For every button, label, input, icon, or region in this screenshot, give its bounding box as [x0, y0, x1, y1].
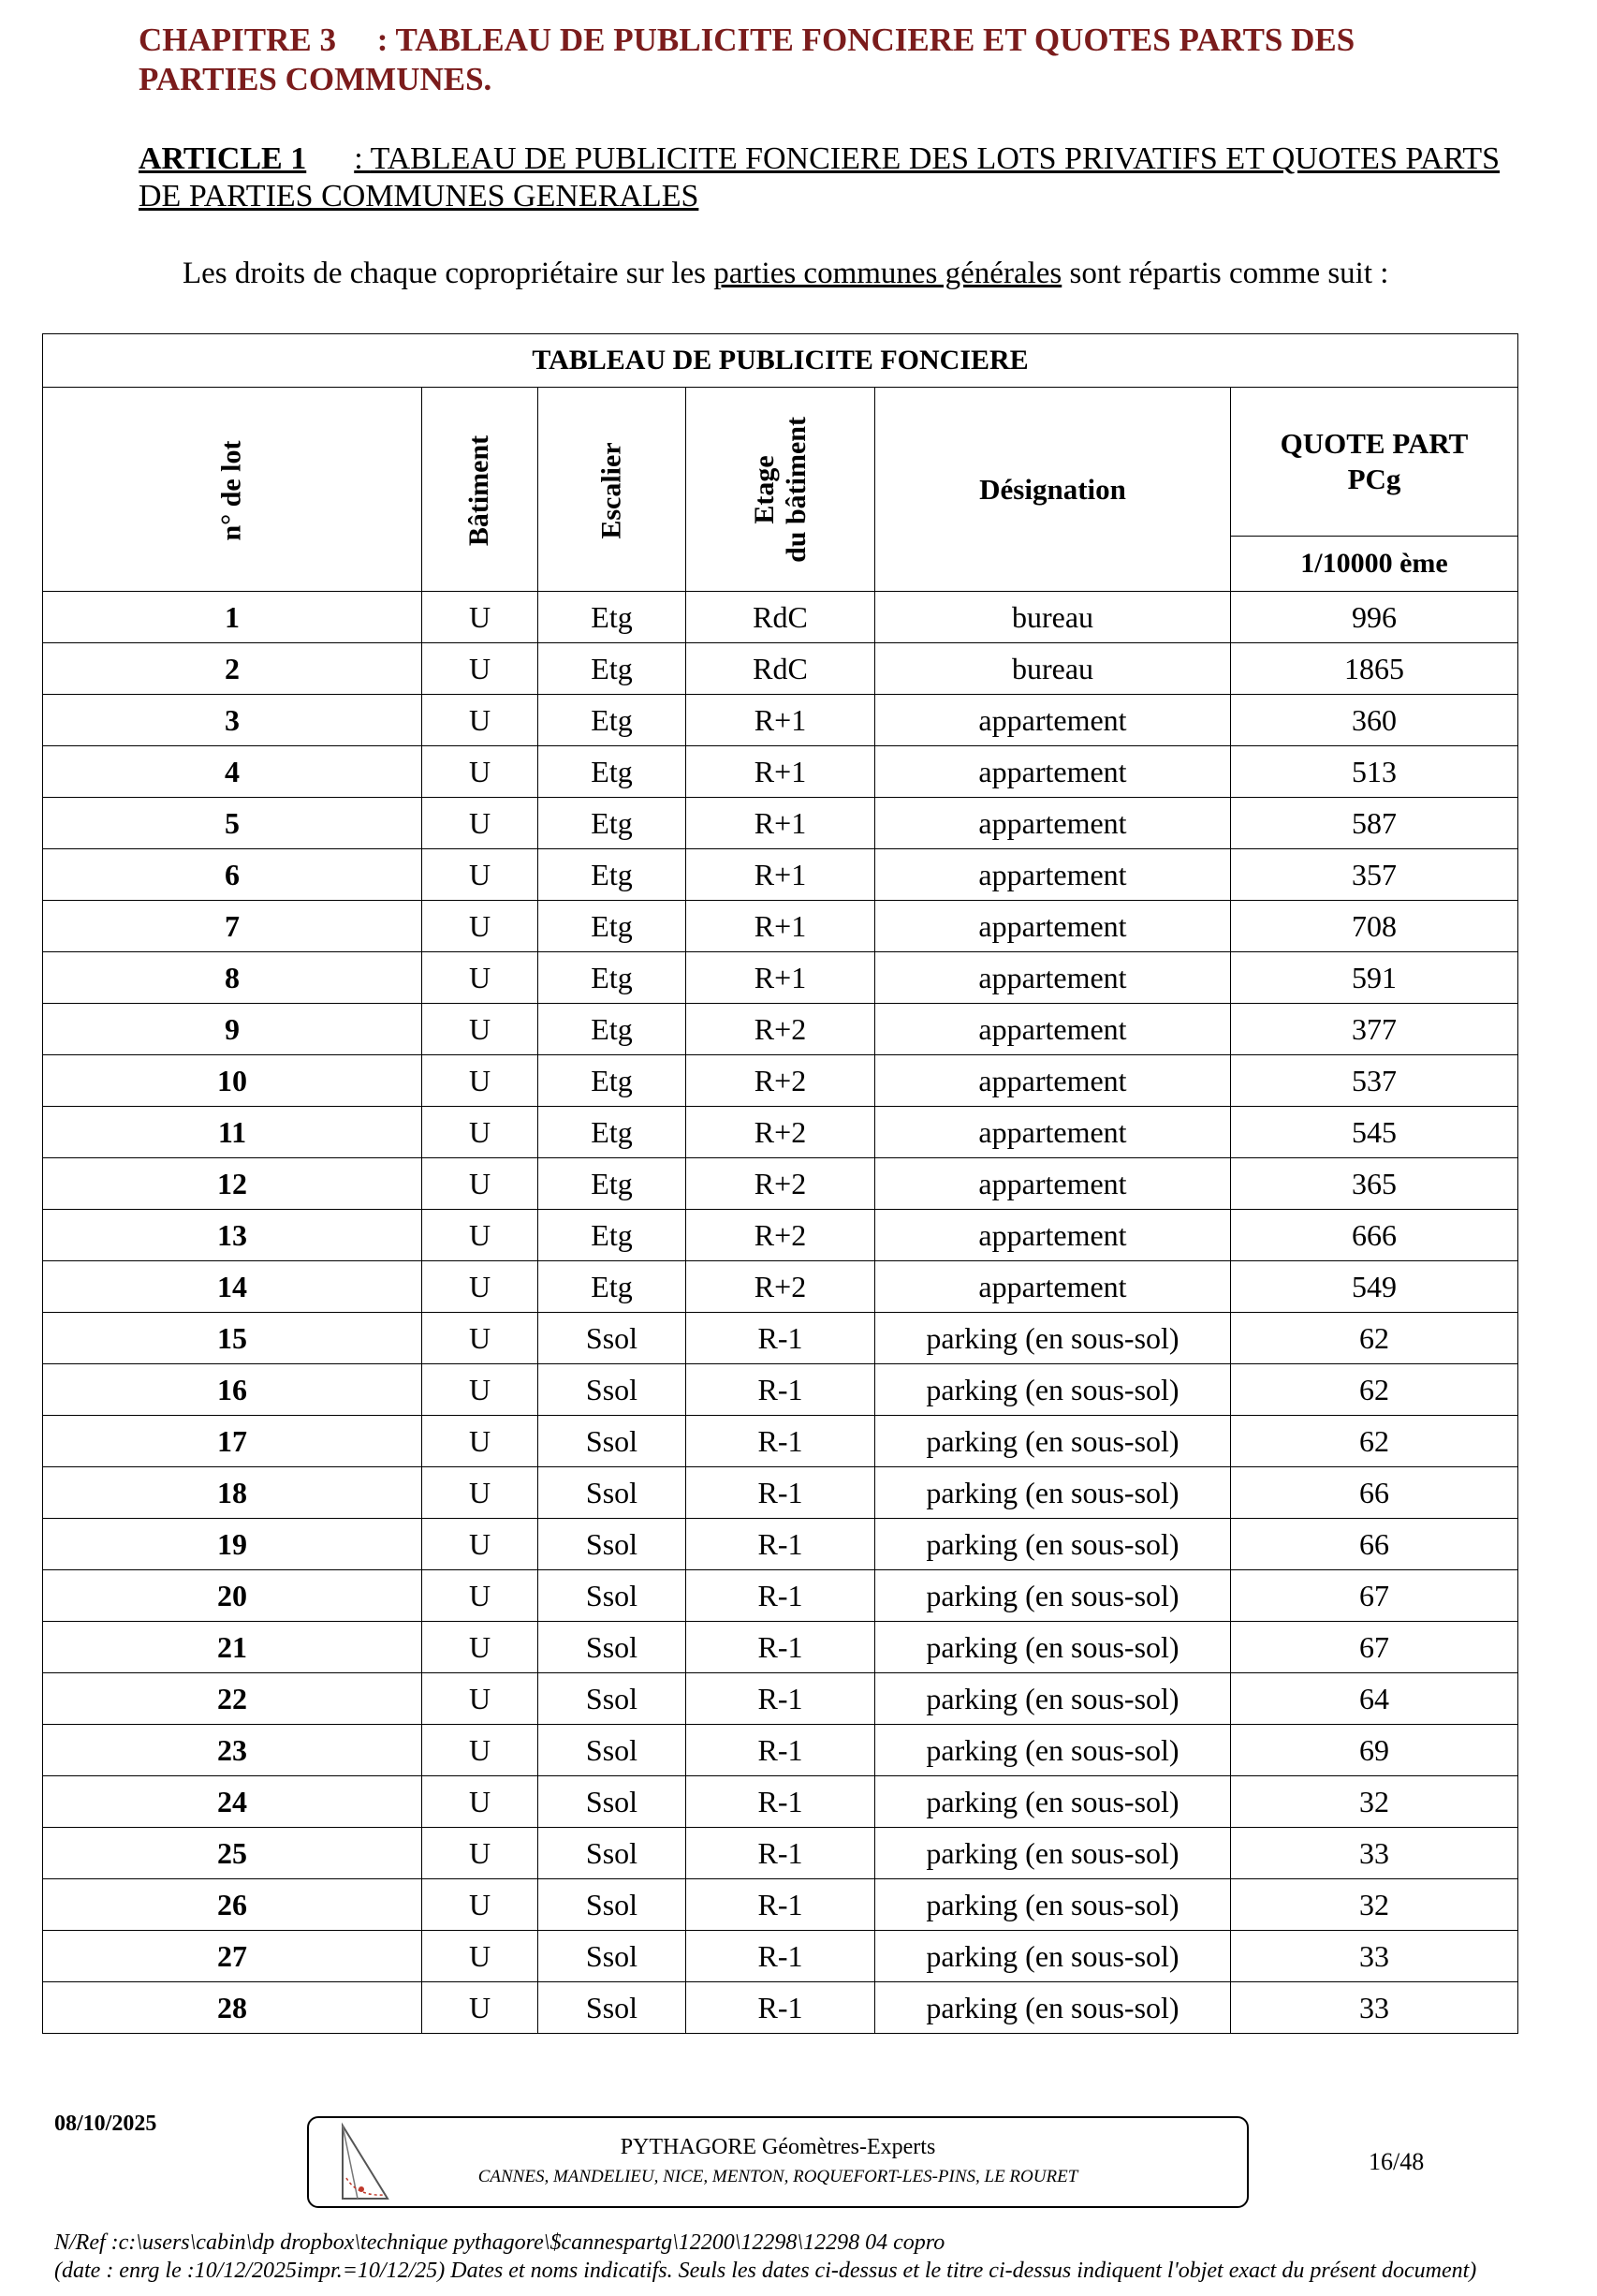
- cell-designation: parking (en sous-sol): [875, 1828, 1231, 1879]
- cell-lot: 18: [43, 1467, 422, 1519]
- cell-batiment: U: [422, 1004, 538, 1055]
- cell-lot: 20: [43, 1570, 422, 1622]
- header-escalier-text: Escalier: [595, 442, 627, 539]
- cell-quote-part: 62: [1231, 1364, 1518, 1416]
- table-row: [43, 1776, 1518, 1828]
- cell-lot: 14: [43, 1261, 422, 1313]
- cell-lot: 3: [43, 695, 422, 746]
- header-designation: Désignation: [875, 388, 1231, 592]
- table-row: [43, 1055, 1518, 1107]
- cell-designation: parking (en sous-sol): [875, 1673, 1231, 1725]
- table-row: [43, 1467, 1518, 1519]
- cell-escalier: Ssol: [538, 1931, 686, 1982]
- cell-batiment: U: [422, 1210, 538, 1261]
- cell-lot: 7: [43, 901, 422, 952]
- table-row: [43, 798, 1518, 849]
- chapter-heading: [139, 21, 1496, 99]
- cell-lot: 5: [43, 798, 422, 849]
- article-sep: [315, 141, 355, 176]
- cell-etage: R+1: [686, 746, 875, 798]
- cell-lot: 17: [43, 1416, 422, 1467]
- cell-etage: R-1: [686, 1467, 875, 1519]
- cell-designation: parking (en sous-sol): [875, 1776, 1231, 1828]
- cell-quote-part: 587: [1231, 798, 1518, 849]
- cell-batiment: U: [422, 1519, 538, 1570]
- cell-batiment: U: [422, 643, 538, 695]
- cell-quote-part: 67: [1231, 1570, 1518, 1622]
- chapter-label: CHAPITRE 3: [139, 22, 336, 58]
- cell-etage: R+1: [686, 952, 875, 1004]
- cell-batiment: U: [422, 1828, 538, 1879]
- cell-batiment: U: [422, 1725, 538, 1776]
- cell-escalier: Etg: [538, 798, 686, 849]
- cell-lot: 6: [43, 849, 422, 901]
- cell-etage: R-1: [686, 1931, 875, 1982]
- article-label: ARTICLE 1: [139, 141, 307, 176]
- cell-quote-part: 357: [1231, 849, 1518, 901]
- table-row: [43, 1210, 1518, 1261]
- cell-designation: parking (en sous-sol): [875, 1467, 1231, 1519]
- table-row: [43, 952, 1518, 1004]
- header-batiment: [422, 388, 538, 592]
- cell-batiment: U: [422, 1879, 538, 1931]
- cell-lot: 11: [43, 1107, 422, 1158]
- table-row: [43, 1725, 1518, 1776]
- cell-etage: R-1: [686, 1725, 875, 1776]
- cell-escalier: Ssol: [538, 1622, 686, 1673]
- cell-lot: 19: [43, 1519, 422, 1570]
- cell-quote-part: 32: [1231, 1879, 1518, 1931]
- cell-quote-part: 33: [1231, 1828, 1518, 1879]
- cell-escalier: Etg: [538, 952, 686, 1004]
- cell-quote-part: 33: [1231, 1982, 1518, 2034]
- cell-escalier: Ssol: [538, 1467, 686, 1519]
- cell-designation: appartement: [875, 849, 1231, 901]
- cell-batiment: U: [422, 849, 538, 901]
- cell-designation: appartement: [875, 952, 1231, 1004]
- cell-escalier: Ssol: [538, 1879, 686, 1931]
- table-row: [43, 901, 1518, 952]
- cell-escalier: Etg: [538, 695, 686, 746]
- chapter-title: TABLEAU DE PUBLICITE FONCIERE ET QUOTES PARTS DES PARTIES COMMUNES.: [139, 22, 1355, 97]
- cell-lot: 10: [43, 1055, 422, 1107]
- cell-quote-part: 66: [1231, 1519, 1518, 1570]
- cell-quote-part: 545: [1231, 1107, 1518, 1158]
- cell-escalier: Ssol: [538, 1673, 686, 1725]
- cell-lot: 28: [43, 1982, 422, 2034]
- cell-quote-part: 66: [1231, 1467, 1518, 1519]
- table-row: [43, 1313, 1518, 1364]
- cell-escalier: Ssol: [538, 1982, 686, 2034]
- cell-etage: R-1: [686, 1828, 875, 1879]
- cell-lot: 24: [43, 1776, 422, 1828]
- table-row: [43, 1158, 1518, 1210]
- cell-lot: 9: [43, 1004, 422, 1055]
- cell-quote-part: 549: [1231, 1261, 1518, 1313]
- reference-date-note: (date : enrg le :10/12/2025impr.=10/12/25) Dates et noms indicatifs. Seuls les dates ci-dessus et le titre ci-dessus indiquent l'objet exact du présent document): [54, 2259, 1477, 2283]
- cell-quote-part: 537: [1231, 1055, 1518, 1107]
- header-unit: 1/10000 ème: [1231, 537, 1518, 592]
- cell-escalier: Ssol: [538, 1828, 686, 1879]
- table-row: [43, 1416, 1518, 1467]
- cell-lot: 16: [43, 1364, 422, 1416]
- cell-batiment: U: [422, 592, 538, 643]
- cell-designation: parking (en sous-sol): [875, 1982, 1231, 2034]
- cell-escalier: Ssol: [538, 1519, 686, 1570]
- header-etage-line1: Etage: [748, 454, 780, 524]
- cell-batiment: U: [422, 798, 538, 849]
- cell-etage: R-1: [686, 1313, 875, 1364]
- cell-etage: R+1: [686, 695, 875, 746]
- header-quote-line2: PCg: [1347, 463, 1401, 495]
- table-row: [43, 1982, 1518, 2034]
- cell-lot: 26: [43, 1879, 422, 1931]
- cell-quote-part: 33: [1231, 1931, 1518, 1982]
- cell-batiment: U: [422, 1622, 538, 1673]
- cell-quote-part: 360: [1231, 695, 1518, 746]
- cell-quote-part: 591: [1231, 952, 1518, 1004]
- cell-etage: R-1: [686, 1364, 875, 1416]
- cell-etage: R-1: [686, 1982, 875, 2034]
- cell-batiment: U: [422, 1364, 538, 1416]
- cell-batiment: U: [422, 746, 538, 798]
- cell-escalier: Ssol: [538, 1364, 686, 1416]
- table-row: [43, 1261, 1518, 1313]
- cell-escalier: Etg: [538, 1158, 686, 1210]
- cell-etage: R+1: [686, 849, 875, 901]
- header-etage-line2: du bâtiment: [780, 416, 812, 563]
- cell-designation: parking (en sous-sol): [875, 1725, 1231, 1776]
- cell-designation: appartement: [875, 746, 1231, 798]
- cell-lot: 2: [43, 643, 422, 695]
- cell-escalier: Ssol: [538, 1313, 686, 1364]
- cell-batiment: U: [422, 1467, 538, 1519]
- header-lot: [43, 388, 422, 592]
- cell-batiment: U: [422, 1107, 538, 1158]
- cell-lot: 21: [43, 1622, 422, 1673]
- cell-designation: appartement: [875, 1004, 1231, 1055]
- cell-escalier: Etg: [538, 1055, 686, 1107]
- footer-box: [307, 2116, 1249, 2208]
- cell-etage: R-1: [686, 1622, 875, 1673]
- header-etage-text: [748, 417, 812, 563]
- cell-etage: R+2: [686, 1261, 875, 1313]
- cell-designation: parking (en sous-sol): [875, 1364, 1231, 1416]
- cell-lot: 12: [43, 1158, 422, 1210]
- cell-lot: 4: [43, 746, 422, 798]
- cell-etage: R-1: [686, 1416, 875, 1467]
- table-body: [43, 592, 1518, 2034]
- cell-lot: 23: [43, 1725, 422, 1776]
- table-title: TABLEAU DE PUBLICITE FONCIERE: [43, 334, 1518, 388]
- cell-quote-part: 377: [1231, 1004, 1518, 1055]
- cell-designation: parking (en sous-sol): [875, 1622, 1231, 1673]
- cell-designation: parking (en sous-sol): [875, 1416, 1231, 1467]
- cell-batiment: U: [422, 1982, 538, 2034]
- intro-paragraph: [183, 255, 1512, 292]
- cell-batiment: U: [422, 1055, 538, 1107]
- cell-etage: R+1: [686, 798, 875, 849]
- header-escalier: [538, 388, 686, 592]
- table-row: [43, 695, 1518, 746]
- header-quote-part: [1231, 388, 1518, 537]
- cell-designation: appartement: [875, 798, 1231, 849]
- table-row: [43, 1673, 1518, 1725]
- cell-designation: parking (en sous-sol): [875, 1519, 1231, 1570]
- header-batiment-text: Bâtiment: [463, 434, 495, 547]
- cell-etage: R+2: [686, 1055, 875, 1107]
- cell-designation: appartement: [875, 1210, 1231, 1261]
- cell-etage: RdC: [686, 643, 875, 695]
- cell-etage: R+1: [686, 901, 875, 952]
- cell-designation: appartement: [875, 1158, 1231, 1210]
- cell-escalier: Etg: [538, 901, 686, 952]
- cell-lot: 1: [43, 592, 422, 643]
- cell-quote-part: 996: [1231, 592, 1518, 643]
- cell-escalier: Ssol: [538, 1416, 686, 1467]
- table-row: [43, 746, 1518, 798]
- header-quote-line1: QUOTE PART: [1280, 427, 1469, 460]
- table-row: [43, 1828, 1518, 1879]
- table-row: [43, 643, 1518, 695]
- cell-escalier: Ssol: [538, 1776, 686, 1828]
- cell-lot: 25: [43, 1828, 422, 1879]
- cell-designation: parking (en sous-sol): [875, 1931, 1231, 1982]
- cell-batiment: U: [422, 1158, 538, 1210]
- cell-designation: parking (en sous-sol): [875, 1570, 1231, 1622]
- cell-batiment: U: [422, 1673, 538, 1725]
- article-title: TABLEAU DE PUBLICITE FONCIERE DES LOTS PRIVATIFS ET QUOTES PARTS DE PARTIES COMMUNES GENERALES: [139, 141, 1501, 213]
- cell-quote-part: 32: [1231, 1776, 1518, 1828]
- cell-designation: appartement: [875, 695, 1231, 746]
- header-lot-text: n° de lot: [215, 440, 247, 541]
- cell-lot: 22: [43, 1673, 422, 1725]
- cell-quote-part: 513: [1231, 746, 1518, 798]
- table-row: [43, 1931, 1518, 1982]
- cell-escalier: Etg: [538, 746, 686, 798]
- cell-batiment: U: [422, 901, 538, 952]
- cell-quote-part: 666: [1231, 1210, 1518, 1261]
- cell-lot: 27: [43, 1931, 422, 1982]
- reference-path: N/Ref :c:\users\cabin\dp dropbox\technique pythagore\$cannespartg\12200\12298\12298 04 copro: [54, 2230, 945, 2255]
- cell-lot: 15: [43, 1313, 422, 1364]
- cell-batiment: U: [422, 1776, 538, 1828]
- table-row: [43, 1622, 1518, 1673]
- cell-designation: appartement: [875, 1107, 1231, 1158]
- cell-escalier: Etg: [538, 1210, 686, 1261]
- cell-lot: 13: [43, 1210, 422, 1261]
- cell-designation: bureau: [875, 592, 1231, 643]
- cell-etage: R+2: [686, 1004, 875, 1055]
- cell-quote-part: 365: [1231, 1158, 1518, 1210]
- cell-etage: R+2: [686, 1210, 875, 1261]
- cell-etage: R-1: [686, 1776, 875, 1828]
- article-title-prefix: :: [354, 141, 371, 176]
- cell-escalier: Etg: [538, 643, 686, 695]
- intro-after: sont répartis comme suit :: [1069, 257, 1389, 290]
- cell-designation: parking (en sous-sol): [875, 1313, 1231, 1364]
- table-row: [43, 1879, 1518, 1931]
- cell-quote-part: 62: [1231, 1313, 1518, 1364]
- cell-etage: R+2: [686, 1158, 875, 1210]
- cell-escalier: Etg: [538, 592, 686, 643]
- table-row: [43, 592, 1518, 643]
- cell-designation: parking (en sous-sol): [875, 1879, 1231, 1931]
- table-row: [43, 849, 1518, 901]
- intro-before: Les droits de chaque copropriétaire sur les: [183, 257, 706, 290]
- footer-reference: [54, 2229, 1515, 2285]
- cell-etage: RdC: [686, 592, 875, 643]
- page-number: 16/48: [1369, 2148, 1425, 2175]
- cell-designation: appartement: [875, 1055, 1231, 1107]
- cell-designation: appartement: [875, 1261, 1231, 1313]
- table-row: [43, 1004, 1518, 1055]
- publicite-fonciere-table: [42, 333, 1518, 2034]
- cell-quote-part: 1865: [1231, 643, 1518, 695]
- cell-quote-part: 69: [1231, 1725, 1518, 1776]
- cell-designation: bureau: [875, 643, 1231, 695]
- footer-offices: CANNES, MANDELIEU, NICE, MENTON, ROQUEFORT-LES-PINS, LE ROURET: [477, 2167, 1078, 2186]
- cell-etage: R+2: [686, 1107, 875, 1158]
- cell-etage: R-1: [686, 1879, 875, 1931]
- cell-lot: 8: [43, 952, 422, 1004]
- table-row: [43, 1107, 1518, 1158]
- table-row: [43, 1364, 1518, 1416]
- table-row: [43, 1519, 1518, 1570]
- table-row: [43, 1570, 1518, 1622]
- cell-escalier: Etg: [538, 1107, 686, 1158]
- footer-company: PYTHAGORE Géomètres-Experts: [620, 2135, 936, 2159]
- cell-batiment: U: [422, 695, 538, 746]
- cell-batiment: U: [422, 1261, 538, 1313]
- cell-escalier: Etg: [538, 1261, 686, 1313]
- footer-date: 08/10/2025: [54, 2112, 157, 2136]
- cell-quote-part: 708: [1231, 901, 1518, 952]
- cell-batiment: U: [422, 1570, 538, 1622]
- cell-etage: R-1: [686, 1519, 875, 1570]
- cell-quote-part: 62: [1231, 1416, 1518, 1467]
- intro-underlined: parties communes générales: [713, 257, 1062, 290]
- cell-batiment: U: [422, 1931, 538, 1982]
- chapter-sep: :: [344, 22, 396, 58]
- cell-batiment: U: [422, 952, 538, 1004]
- cell-escalier: Etg: [538, 849, 686, 901]
- header-etage: [686, 388, 875, 592]
- cell-etage: R-1: [686, 1673, 875, 1725]
- cell-escalier: Etg: [538, 1004, 686, 1055]
- article-heading: [139, 140, 1524, 215]
- cell-escalier: Ssol: [538, 1725, 686, 1776]
- cell-designation: appartement: [875, 901, 1231, 952]
- cell-quote-part: 64: [1231, 1673, 1518, 1725]
- cell-etage: R-1: [686, 1570, 875, 1622]
- cell-batiment: U: [422, 1416, 538, 1467]
- cell-batiment: U: [422, 1313, 538, 1364]
- cell-quote-part: 67: [1231, 1622, 1518, 1673]
- cell-escalier: Ssol: [538, 1570, 686, 1622]
